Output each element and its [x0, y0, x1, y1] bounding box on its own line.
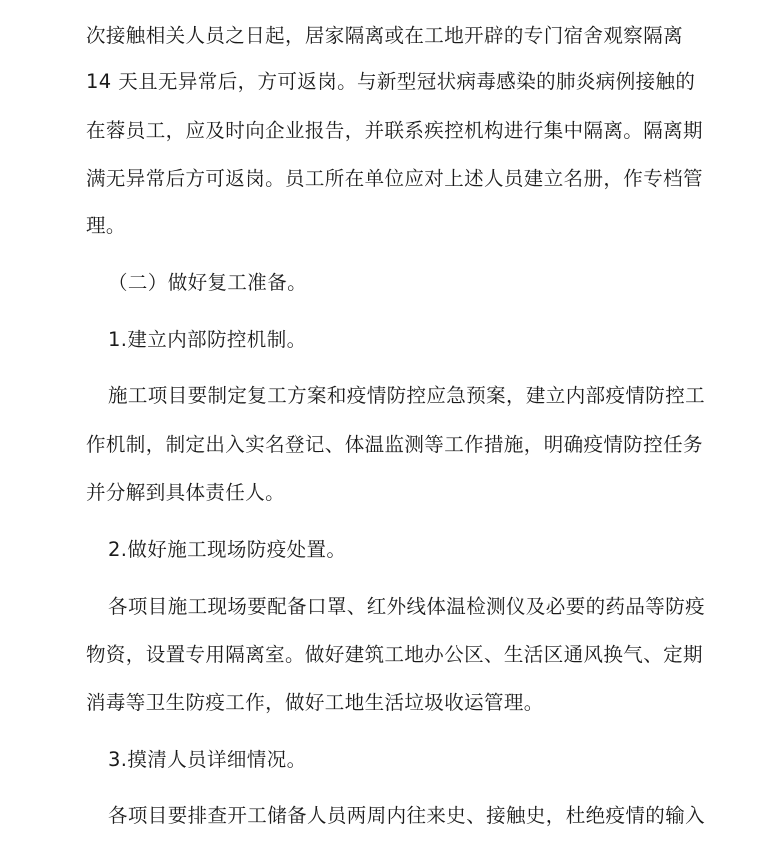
text-line: 理。: [86, 214, 126, 237]
text-line: 次接触相关人员之日起，居家隔离或在工地开辟的专门宿舍观察隔离: [86, 24, 684, 47]
section-heading: （二）做好复工准备。: [108, 271, 308, 294]
text-line: 消毒等卫生防疫工作，做好工地生活垃圾收运管理。: [86, 691, 544, 714]
text-line: 物资，设置专用隔离室。做好建筑工地办公区、生活区通风换气、定期: [86, 643, 703, 666]
text-line: 各项目施工现场要配备口罩、红外线体温检测仪及必要的药品等防疫: [108, 595, 706, 618]
text-line: 各项目要排查开工储备人员两周内往来史、接触史，杜绝疫情的输入: [108, 804, 706, 827]
text-line: 作机制，制定出入实名登记、体温监测等工作措施，明确疫情防控任务: [86, 433, 703, 456]
subsection-heading: 3.摸清人员详细情况。: [108, 748, 307, 771]
subsection-heading: 2.做好施工现场防疫处置。: [108, 538, 347, 561]
subsection-heading: 1.建立内部防控机制。: [108, 328, 307, 351]
text-line: 满无异常后方可返岗。员工所在单位应对上述人员建立名册，作专档管: [86, 167, 703, 190]
text-line: 在蓉员工，应及时向企业报告，并联系疾控机构进行集中隔离。隔离期: [86, 119, 703, 142]
text-line: 14 天且无异常后，方可返岗。与新型冠状病毒感染的肺炎病例接触的: [86, 70, 696, 93]
text-line: 施工项目要制定复工方案和疫情防控应急预案，建立内部疫情防控工: [108, 384, 706, 407]
text-line: 并分解到具体责任人。: [86, 481, 286, 504]
